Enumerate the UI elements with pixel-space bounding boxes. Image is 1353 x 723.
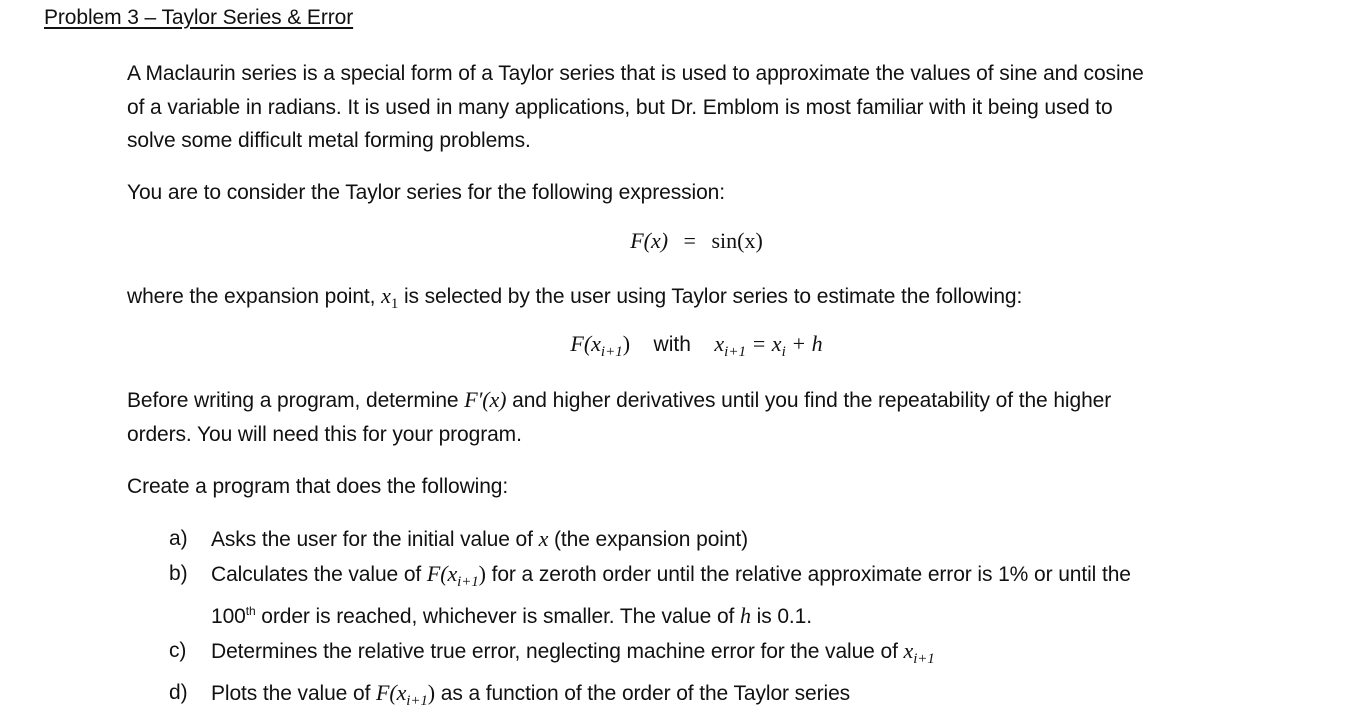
- list-item-a: [127, 522, 1277, 557]
- equation-step-with: with: [653, 333, 691, 356]
- equation-step-plus-h: + h: [785, 331, 823, 356]
- expansion-text-after: is selected by the user using Taylor series to estimate the following:: [398, 285, 1023, 308]
- list-b-math: F(x: [426, 560, 458, 586]
- equation-sin-rhs: sin(x): [711, 228, 763, 253]
- equation-step-f: F(x: [570, 331, 601, 356]
- equation-step-f-sub: i+1: [600, 344, 623, 360]
- list-b-var: h: [740, 603, 751, 628]
- expansion-paragraph: [127, 279, 1277, 322]
- list-b-before: Calculates the value of: [211, 562, 427, 586]
- list-a-before: Asks the user for the initial value of: [211, 528, 539, 551]
- derivative-after: and higher derivatives until you find the repeatability of the higher: [506, 389, 1112, 412]
- equation-sin-equals: =: [683, 228, 696, 253]
- list-marker-d: d): [169, 681, 188, 704]
- equation-sin: [20, 228, 1353, 254]
- list-marker-a: a): [169, 527, 188, 550]
- intro-line-1: A Maclaurin series is a special form of a Taylor series that is used to approximate the values of sine and cosine: [127, 62, 1144, 85]
- derivative-paragraph: [127, 383, 1277, 451]
- list-a-after: (the expansion point): [548, 528, 749, 551]
- equation-step-x: x: [714, 331, 725, 356]
- equation-step-close: ): [622, 331, 631, 356]
- equation-step-x-sub: i+1: [724, 344, 746, 360]
- list-d-before: Plots the value of: [211, 682, 377, 705]
- expansion-var: x: [381, 283, 391, 308]
- create-paragraph: Create a program that does the following:: [127, 475, 509, 498]
- equation-step-xi-sub: i: [781, 344, 786, 360]
- equation-step: [20, 331, 1353, 361]
- list-marker-c: c): [169, 638, 187, 662]
- list-b-close: ): [478, 560, 486, 586]
- list-d-sub: i+1: [406, 693, 428, 709]
- list-b-after: for a zeroth order until the relative approximate error is 1% or until the: [485, 562, 1131, 586]
- intro-line-2: of a variable in radians. It is used in many applications, but Dr. Emblom is most familiar with it being used to: [127, 95, 1113, 119]
- derivative-before: Before writing a program, determine: [127, 389, 465, 412]
- intro-line-3: solve some difficult metal forming problems.: [127, 129, 531, 152]
- list-c-var: x: [903, 637, 914, 663]
- list-item-c: [127, 634, 1277, 677]
- equation-sin-lhs: F(x): [630, 228, 669, 253]
- list-c-sub: i+1: [913, 650, 935, 667]
- equation-step-eq: = x: [745, 331, 782, 356]
- list-b-end: is 0.1.: [750, 605, 812, 628]
- list-d-close: ): [427, 680, 436, 705]
- consider-paragraph: You are to consider the Taylor series for the following expression:: [127, 181, 725, 204]
- expansion-sub: 1: [390, 296, 399, 312]
- list-b-num: 100: [211, 605, 246, 628]
- requirements-list: [127, 522, 1277, 719]
- intro-paragraph: [127, 57, 1277, 158]
- list-d-math: F(x: [376, 680, 407, 705]
- list-b-sup: th: [245, 604, 256, 618]
- derivative-math: F′(x): [464, 387, 507, 412]
- list-d-after: as a function of the order of the Taylor series: [435, 682, 851, 705]
- problem-title: Problem 3 – Taylor Series & Error: [44, 6, 354, 29]
- list-b-mid: order is reached, whichever is smaller. The value of: [255, 605, 741, 628]
- list-b-sub: i+1: [457, 573, 479, 590]
- derivative-line-1: [127, 383, 1277, 418]
- list-marker-b: b): [169, 561, 188, 585]
- list-item-b: [127, 557, 1277, 634]
- list-item-d: [127, 676, 1277, 719]
- derivative-line-2: orders. You will need this for your program.: [127, 422, 522, 446]
- list-c-before: Determines the relative true error, neglecting machine error for the value of: [211, 639, 904, 663]
- expansion-text-before: where the expansion point,: [127, 285, 382, 308]
- list-a-var: x: [538, 526, 549, 551]
